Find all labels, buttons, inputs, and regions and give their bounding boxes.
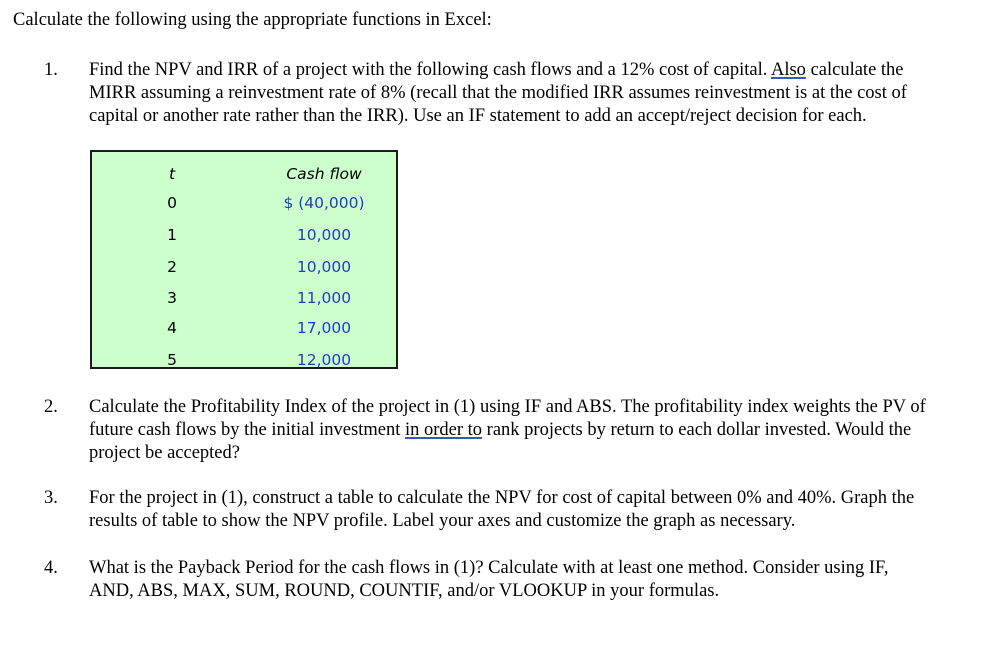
question-4-line-2: AND, ABS, MAX, SUM, ROUND, COUNTIF, and/or VLOOKUP in your formulas. (89, 581, 720, 601)
period-cell: 0 (167, 194, 177, 212)
question-3-line-1: For the project in (1), construct a table to calculate the NPV for cost of capital between 0% and 40%. Graph the (89, 488, 915, 508)
question-2-line-1: Calculate the Profitability Index of the project in (1) using IF and ABS. The profitability index weights the PV of (89, 397, 926, 417)
period-cell: 4 (167, 319, 177, 337)
question-1-line-2: MIRR assuming a reinvestment rate of 8% (recall that the modified IRR assumes reinvestment is at the cost of (89, 83, 907, 103)
cash-flow-cell: 10,000 (296, 258, 352, 276)
column-header-t: t (168, 165, 176, 183)
column-header-cash-flow: Cash flow (286, 165, 362, 183)
period-cell: 1 (167, 226, 177, 244)
period-cell: 3 (167, 289, 177, 307)
cash-flow-row (92, 255, 396, 279)
cash-flow-cell: 11,000 (296, 289, 352, 307)
period-cell: 2 (167, 258, 177, 276)
question-2-line-2-start: future cash flows by the initial investment (89, 420, 405, 440)
cash-flow-row (92, 286, 396, 310)
cash-flow-cell: 10,000 (296, 226, 352, 244)
question-4-number: 4. (44, 558, 58, 578)
intro-text: Calculate the following using the appropriate functions in Excel: (13, 10, 492, 30)
question-2-number: 2. (44, 397, 58, 417)
question-2-line-2-end: rank projects by return to each dollar invested. Would the (482, 420, 912, 440)
question-3-number: 3. (44, 488, 58, 508)
cash-flow-row (92, 316, 396, 340)
cash-flow-row (92, 191, 396, 215)
spellcheck-underlined-word: Also (770, 60, 806, 80)
question-1-line-1 (89, 59, 998, 82)
question-2-line-3: project be accepted? (89, 443, 240, 463)
question-1-line-1-start: Find the NPV and IRR of a project with the following cash flows and a 12% cost of capital. (89, 60, 771, 80)
cash-flow-table (90, 150, 398, 369)
question-4-text (89, 557, 998, 603)
question-3-line-2: results of table to show the NPV profile. Label your axes and customize the graph as necessary. (89, 511, 796, 531)
question-4-line-1: What is the Payback Period for the cash flows in (1)? Calculate with at least one method. Consider using IF, (89, 558, 889, 578)
question-2-line-2 (89, 419, 998, 442)
cash-flow-cell: 17,000 (296, 319, 352, 337)
cash-flow-cell: 12,000 (296, 351, 352, 369)
question-2-text (89, 396, 998, 465)
question-1-line-1-end: calculate the (805, 60, 904, 80)
cash-flow-row (92, 348, 396, 372)
question-1-text (89, 59, 998, 128)
cash-flow-row (92, 223, 396, 247)
grammar-underlined-phrase: in order to (404, 420, 483, 440)
period-cell: 5 (167, 351, 177, 369)
cash-flow-cell: $ (40,000) (283, 194, 365, 212)
question-3-text (89, 487, 998, 533)
question-1-line-3: capital or another rate rather than the IRR). Use an IF statement to add an accept/reject decision for each. (89, 106, 867, 126)
question-1-number: 1. (44, 60, 58, 80)
cash-flow-header-row (92, 162, 396, 186)
